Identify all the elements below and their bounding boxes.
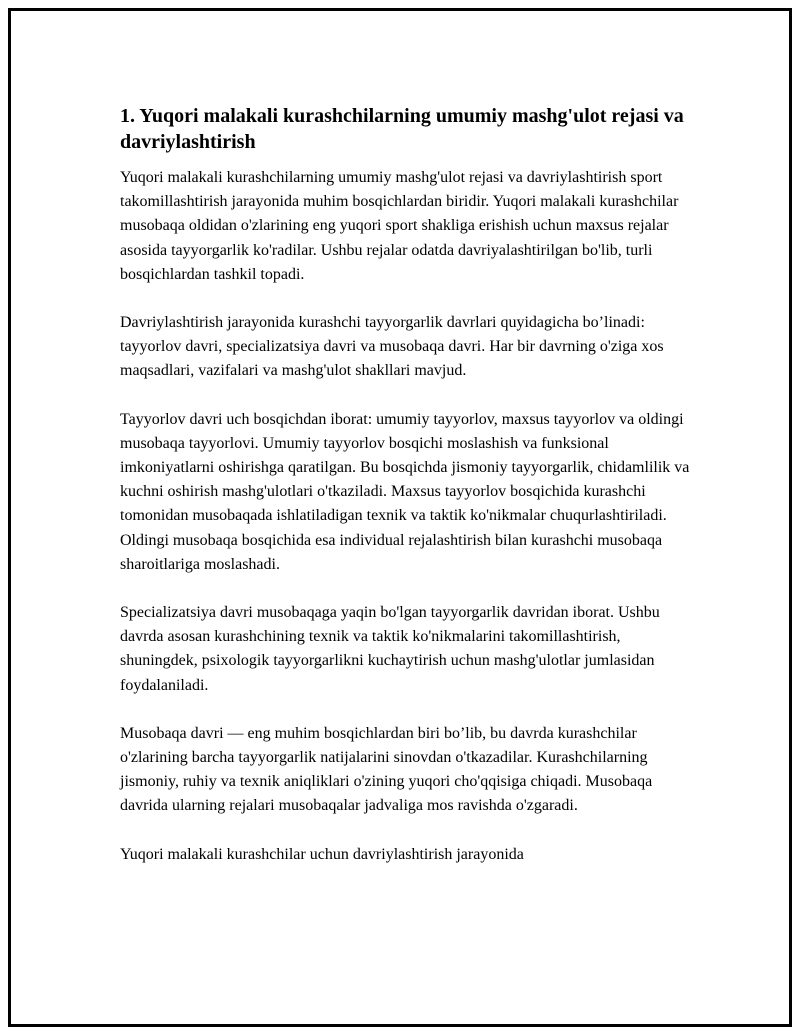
document-body — [120, 103, 700, 891]
section-heading: 1. Yuqori malakali kurashchilarning umumiy mashg'ulot rejasi va davriylashtirish — [120, 105, 684, 153]
paragraph-1: Yuqori malakali kurashchilarning umumiy mashg'ulot rejasi va davriylashtirish sport takomillashtirish jarayonida muhim bosqichlardan biridir. Yuqori malakali kurashchilar musobaqa oldidan o'zlarining eng yuqori sport shakliga erishish uchun maxsus rejalar asosida tayyorgarlik ko'radilar. Ushbu rejalar odatda davriyalashtirilgan bo'lib, turli bosqichlardan tashkil topadi. — [120, 169, 679, 283]
paragraph-3: Tayyorlov davri uch bosqichdan iborat: umumiy tayyorlov, maxsus tayyorlov va oldingi musobaqa tayyorlovi. Umumiy tayyorlov bosqichi moslashish va funksional imkoniyatlarni oshirishga qaratilgan. Bu bosqichda jismoniy tayyorgarlik, chidamlilik va kuchni oshirish mashg'ulotlari o'tkaziladi. Maxsus tayyorlov bosqichida kurashchi tomonidan musobaqada ishlatiladigan texnik va taktik ko'nikmalar chuqurlashtiriladi. Oldingi musobaqa bosqichida esa individual rejalashtirish bilan kurashchi musobaqa sharoitlariga moslashadi. — [120, 410, 690, 573]
paragraph-6: Yuqori malakali kurashchilar uchun davriylashtirish jarayonida — [120, 845, 524, 863]
paragraph-2: Davriylashtirish jarayonida kurashchi tayyorgarlik davrlari quyidagicha bo’linadi: tayyorlov davri, specializatsiya davri va musobaqa davri. Har bir davrning o'ziga xos maqsadlari, vazifalari va mashg'ulot shakllari mavjud. — [120, 314, 664, 380]
page-frame — [8, 8, 792, 1027]
paragraph-4: Specializatsiya davri musobaqaga yaqin bo'lgan tayyorgarlik davridan iborat. Ushbu davrda asosan kurashchining texnik va taktik ko'nikmalarini takomillashtirish, shuningdek, psixologik tayyorgarlikni kuchaytirish uchun mashg'ulotlar jumlasidan foydalaniladi. — [120, 604, 660, 694]
paragraph-5: Musobaqa davri — eng muhim bosqichlardan biri bo’lib, bu davrda kurashchilar o'zlarining barcha tayyorgarlik natijalarini sinovdan o'tkazadilar. Kurashchilarning jismoniy, ruhiy va texnik aniqliklari o'zining yuqori cho'qqisiga chiqadi. Musobaqa davrida ularning rejalari musobaqalar jadvaliga mos ravishda o'zgaradi. — [120, 724, 653, 815]
